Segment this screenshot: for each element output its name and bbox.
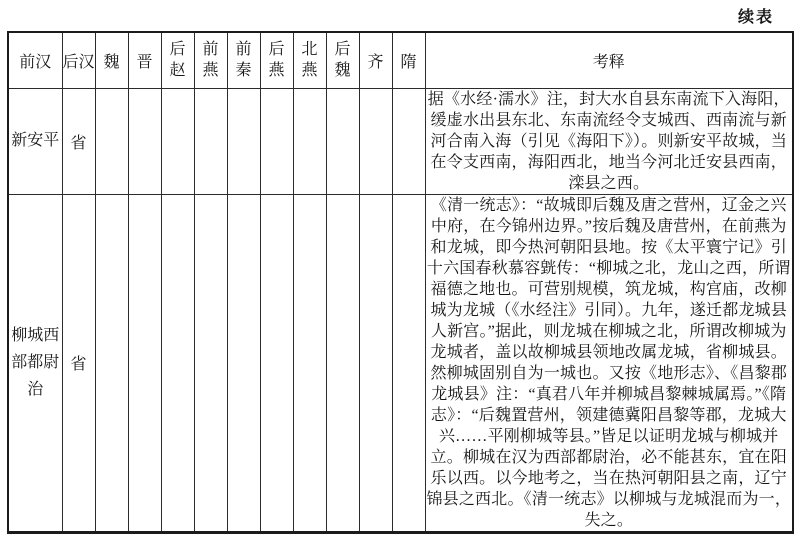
column-header-hou-zhao bbox=[161, 32, 194, 88]
entry-name-cell bbox=[8, 88, 62, 194]
dynasty-geography-table bbox=[7, 31, 794, 534]
empty-cell bbox=[392, 88, 425, 194]
entry-name: 柳城西部都尉治 bbox=[11, 326, 60, 399]
column-header-label: 考释 bbox=[592, 53, 625, 71]
empty-cell bbox=[227, 88, 260, 194]
empty-cell bbox=[392, 194, 425, 532]
empty-cell bbox=[359, 88, 392, 194]
empty-cell bbox=[161, 88, 194, 194]
column-header-qian-qin bbox=[227, 32, 260, 88]
continued-table-label: 续表 bbox=[737, 9, 774, 26]
commentary-cell: 据《水经·濡水》注，封大水自县东南流下入海阳，缓虚水出县东北、东南流经令支城西、西南流与新河合南入海（引见《海阳下》）。则新安平故城，当在令支西南，海阳西北，地当今河北迁安县西南，滦县之西。 bbox=[425, 88, 793, 194]
empty-cell bbox=[128, 194, 161, 532]
empty-cell bbox=[161, 194, 194, 532]
column-header-hou-han bbox=[62, 32, 95, 88]
empty-cell bbox=[260, 194, 293, 532]
entry-name-cell bbox=[8, 194, 62, 532]
empty-cell bbox=[359, 194, 392, 532]
column-header-label: 前燕 bbox=[202, 40, 219, 80]
entry-name: 新安平 bbox=[11, 132, 60, 150]
empty-cell bbox=[326, 88, 359, 194]
column-header-label: 魏 bbox=[103, 53, 120, 71]
status-sheng: 省 bbox=[70, 134, 87, 152]
header-row bbox=[8, 32, 793, 88]
status-sheng: 省 bbox=[70, 356, 87, 373]
column-header-label: 后赵 bbox=[169, 40, 186, 80]
empty-cell bbox=[293, 88, 326, 194]
commentary-cell: 《清一统志》：“故城即后魏及唐之营州，辽金之兴中府，在今锦州边界。”按后魏及唐营州，在前燕为和龙城，即今热河朝阳县地。按《太平寰宁记》引十六国春秋慕容皝传：“柳城之北，龙山之西，所谓福德之地也。可营别规模，筑龙城，构宫庙，改柳城为龙城（《水经注》引同）。九年，遂迁都龙城县人新宫。”据此，则龙城在柳城之北，所谓改柳城为龙城者，盖以故柳城县领地改属龙城，省柳城县。然柳城固别自为一城也。又按《地形志》、《昌黎郡龙城县》注：“真君八年并柳城昌黎棘城属焉。”《隋志》：“后魏置营州，领建德冀阳昌黎等郡，龙城大兴……平刚柳城等县。”皆足以证明龙城与柳城并立。柳城在汉为西部都尉治，必不能甚东，宜在阳乐以西。以今地考之，当在热河朝阳县之南，辽宁锦县之西北。《清一统志》以柳城与龙城混而为一，失之。 bbox=[425, 194, 793, 532]
table-row-xinanping bbox=[8, 88, 793, 194]
empty-cell bbox=[227, 194, 260, 532]
empty-cell bbox=[194, 88, 227, 194]
column-header-label: 齐 bbox=[367, 53, 384, 71]
column-header-label: 晋 bbox=[136, 53, 153, 71]
column-header-qi bbox=[359, 32, 392, 88]
column-header-kaoshi bbox=[425, 32, 793, 88]
column-header-hou-wei bbox=[326, 32, 359, 88]
column-header-label: 前秦 bbox=[235, 40, 252, 80]
column-header-label: 后燕 bbox=[268, 40, 285, 80]
empty-cell bbox=[95, 194, 128, 532]
column-header-wei bbox=[95, 32, 128, 88]
empty-cell bbox=[128, 88, 161, 194]
empty-cell bbox=[326, 194, 359, 532]
column-header-label: 北燕 bbox=[301, 40, 318, 80]
status-cell-hou-han bbox=[62, 194, 95, 532]
column-header-jin bbox=[128, 32, 161, 88]
column-header-label: 隋 bbox=[400, 53, 417, 71]
column-header-label: 后魏 bbox=[334, 40, 351, 80]
empty-cell bbox=[95, 88, 128, 194]
empty-cell bbox=[194, 194, 227, 532]
column-header-qian-han bbox=[8, 32, 62, 88]
empty-cell bbox=[260, 88, 293, 194]
column-header-label: 前汉 bbox=[19, 53, 52, 71]
column-header-label: 后汉 bbox=[62, 53, 95, 71]
column-header-qian-yan bbox=[194, 32, 227, 88]
column-header-sui bbox=[392, 32, 425, 88]
status-cell-hou-han bbox=[62, 88, 95, 194]
table-row-liucheng bbox=[8, 194, 793, 532]
column-header-bei-yan bbox=[293, 32, 326, 88]
empty-cell bbox=[293, 194, 326, 532]
column-header-hou-yan bbox=[260, 32, 293, 88]
